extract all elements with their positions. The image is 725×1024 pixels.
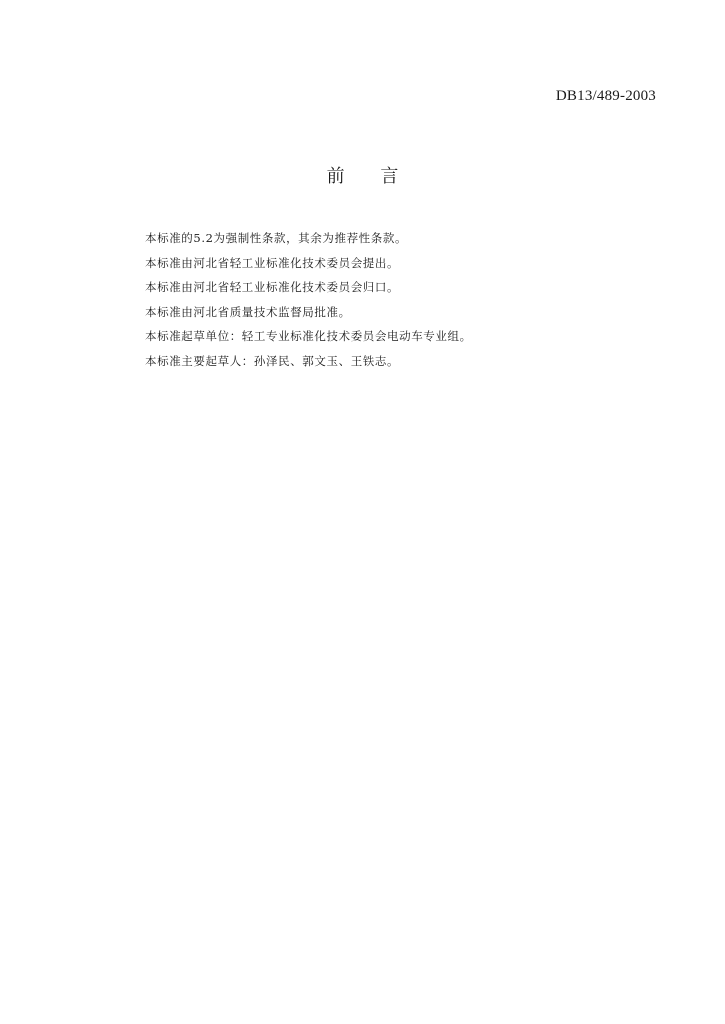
paragraph-centralized-by: 本标准由河北省轻工业标准化技术委员会归口。 — [145, 280, 400, 295]
paragraph-proposed-by: 本标准由河北省轻工业标准化技术委员会提出。 — [145, 255, 400, 270]
paragraph-drafting-unit: 本标准起草单位：轻工专业标准化技术委员会电动车专业组。 — [145, 329, 472, 344]
paragraph-mandatory-clause: 本标准的5.2为强制性条款，其余为推荐性条款。 — [145, 231, 408, 245]
paragraph-approved-by: 本标准由河北省质量技术监督局批准。 — [145, 304, 351, 319]
document-code: DB13/489-2003 — [555, 88, 656, 104]
foreword-body — [145, 226, 605, 374]
paragraph-main-drafters: 本标准主要起草人：孙泽民、郭文玉、王铁志。 — [145, 353, 400, 368]
page-title: 前 言 — [326, 166, 399, 187]
